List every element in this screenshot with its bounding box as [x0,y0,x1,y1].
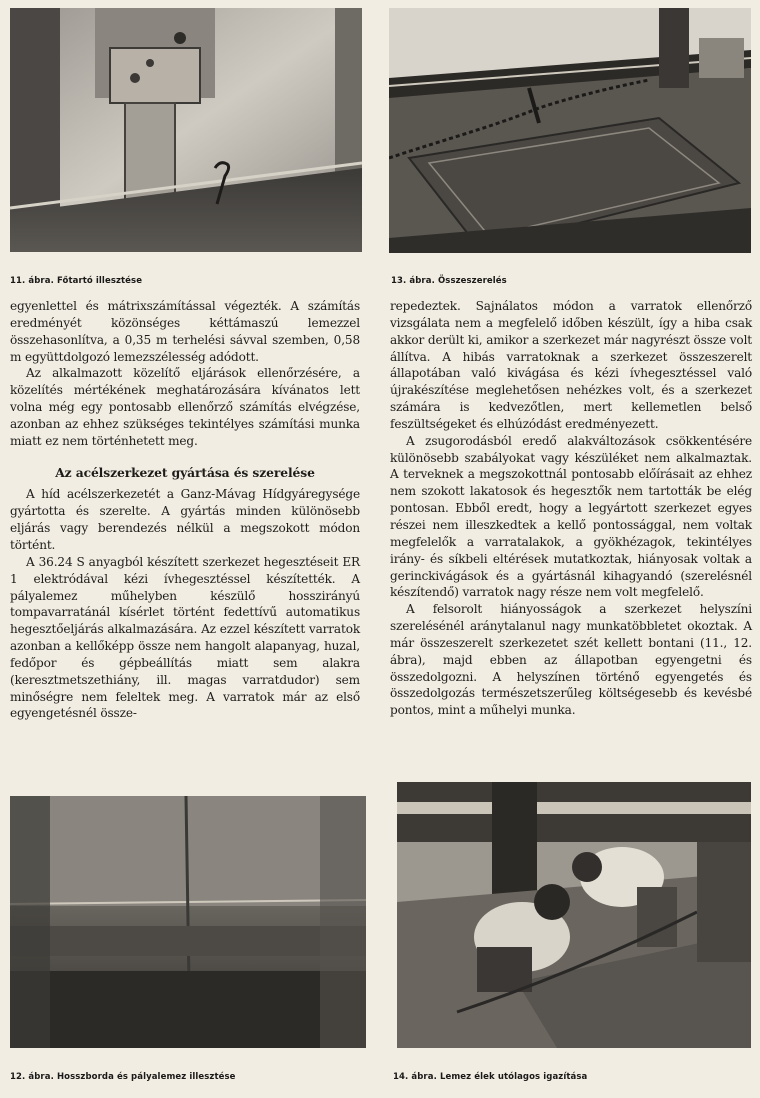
right-paragraph-3: A felsorolt hiányosságok a szerkezet helyszíni szerelésénél aránytalanul nagy munkatöbbletet okoztak. A már összeszerelt szerkezetet szét kellett bontani (11., 12. ábra), majd ebben az állapotban egyengetni és összedolgozni. A helyszínen történő egyengetés és összedolgozás természetszerűleg költségesebb és kevésbé pontos, mint a műhelyi munka. [390,602,752,718]
left-paragraph-2: Az alkalmazott közelítő eljárások ellenőrzésére, a közelítés mértékének meghatározására kívánatos lett volna még egy pontosabb ellenőrző számítás elvégzése, azonban az ehhez szükséges tekintélyes számítási munka miatt ez nem történhetett meg. [10,366,360,448]
figure-13-photo [389,8,751,253]
steel-girder-joint-photo [10,8,362,252]
left-paragraph-3: A híd acélszerkezetét a Ganz-Mávag Hídgyáregysége gyártotta és szerelte. A gyártás minden különösebb eljárás vagy berendezés nélkül a megszokott módon történt. [10,487,360,552]
left-paragraph-4: A 36.24 S anyagból készített szerkezet hegesztéseit ER 1 elektródával kézi ívhegesztéssel készítették. A pályalemez műhelyben készülő hosszirányú tompavarratánál kísérlet történt fedettívű automatikus hegesztőeljárás alkalmazására. Az ezzel készített varratok azonban a kellőképp össze nem hangolt alapanyag, huzal, fedőpor és gépbeállítás miatt sem alakra (keresztmetszethiány, ill. magas varratdudor) sem minőségre nem feleltek meg. A varratok már az első egyengetésnél össze- [10,554,360,721]
rib-deck-joint-photo [10,796,366,1048]
workers-aligning-plates-photo [397,782,751,1048]
figure-14-photo [397,782,751,1048]
deck-assembly-photo [389,8,751,253]
left-paragraph-1: egyenlettel és mátrixszámítással végezték. A számítás eredményét közönséges kéttámaszú lemezzel összehasonlítva, a 0,35 m terhelési sávval szemben, 0,58 m együttdolgozó lemezszélesség adódott. [10,299,360,364]
right-column [390,298,752,719]
figure-13-caption: 13. ábra. Összeszerelés [391,276,507,286]
figure-12-photo [10,796,366,1048]
figure-11-photo [10,8,362,252]
right-paragraph-1: repedeztek. Sajnálatos módon a varratok ellenőrző vizsgálata nem a megfelelő időben készült, így a hiba csak akkor derült ki, amikor a szerkezet már nagyrészt össze volt állítva. A hibás varratoknak a szerkezet összeszerelt állapotában való kivágása és kézi ívhegesztéssel való újrakészítése meglehetősen nehézkes volt, és a szerkezet számára is kedvezőtlen, mert kellemetlen belső feszültségeket és elhúzódást eredményezett. [390,299,752,431]
right-paragraph-2: A zsugorodásból eredő alakváltozások csökkentésére különösebb szabályokat vagy készüléket nem alkalmaztak. A terveknek a megszokottnál pontosabb előírásait az ehhez nem szokott lakatosok és hegesztők nem tartották be elég pontosan. Ebből eredt, hogy a legyártott szerkezet egyes részei nem illeszkedtek a kellő pontossággal, nem voltak megfelelők a varratalakok, a gyökhézagok, tekintélyes irány- és síkbeli eltérések mutatkoztak, hiányosak voltak a gerinckivágások és a gyártásnál kihagyandó (szerelésnél készítendő) varratok nagy része nem volt megfelelő. [390,433,752,600]
figure-14-caption: 14. ábra. Lemez élek utólagos igazítása [393,1072,588,1082]
figure-12-caption: 12. ábra. Hosszborda és pályalemez illesztése [10,1072,236,1082]
figure-11-caption: 11. ábra. Főtartó illesztése [10,276,143,286]
section-heading: Az acélszerkezet gyártása és szerelése [55,464,315,480]
left-column [10,298,360,722]
